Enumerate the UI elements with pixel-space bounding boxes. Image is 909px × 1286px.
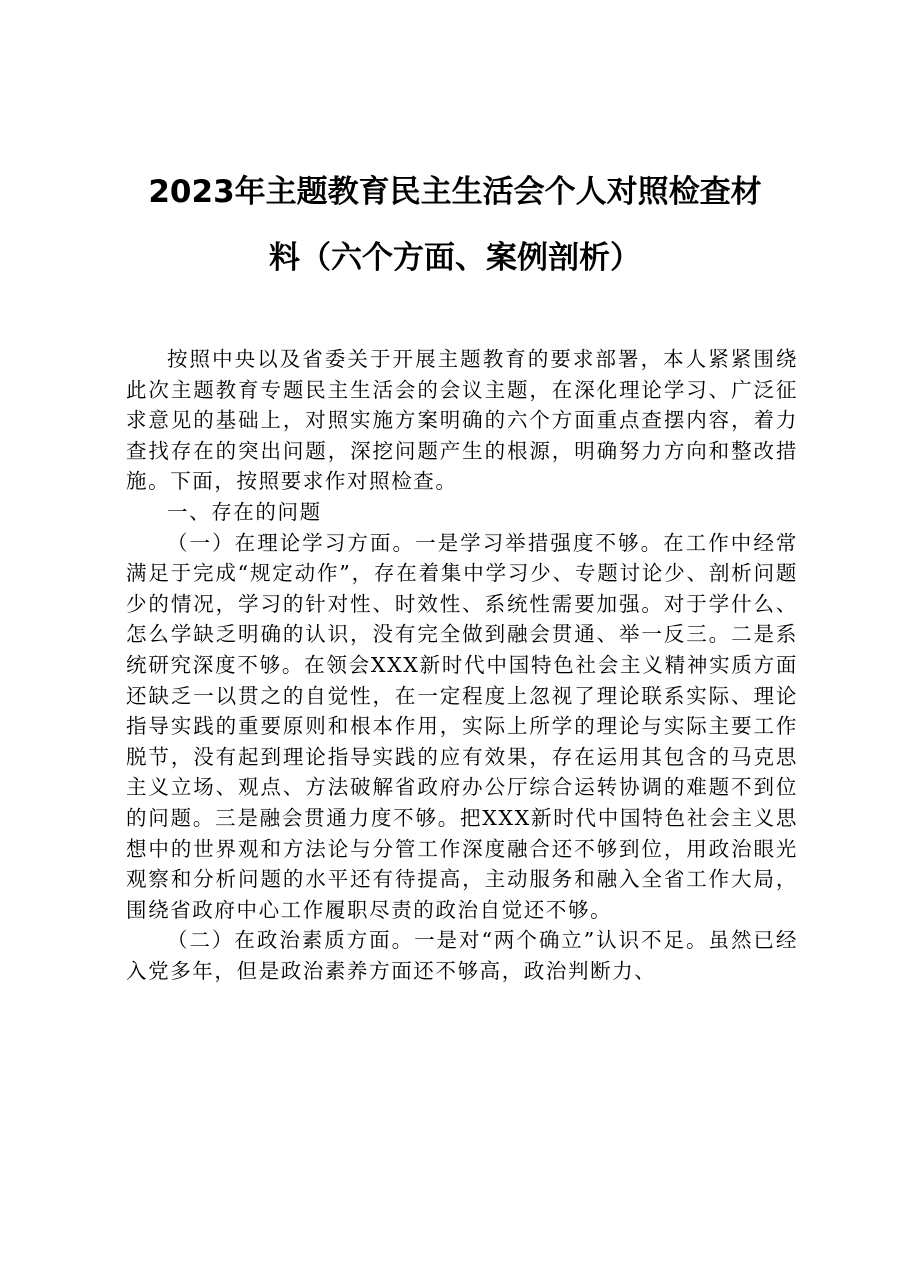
document-title-line-2: 料（六个方面、案例剖析） <box>269 240 641 276</box>
document-body <box>126 344 798 986</box>
intro-paragraph: 按照中央以及省委关于开展主题教育的要求部署，本人紧紧围绕此次主题教育专题民主生活会的会议主题，在深化理论学习、广泛征求意见的基础上，对照实施方案明确的六个方面重点查摆内容，着力查找存在的突出问题，深挖问题产生的根源，明确努力方向和整改措施。下面，按照要求作对照检查。 <box>126 347 798 494</box>
section-heading-problems: 一、存在的问题 <box>167 499 322 524</box>
paragraph-theory-study: （一）在理论学习方面。一是学习举措强度不够。在工作中经常满足于完成“规定动作”，存在着集中学习少、专题讨论少、剖析问题少的情况，学习的针对性、时效性、系统性需要加强。对于学什么、怎么学缺乏明确的认识，没有完全做到融会贯通、举一反三。二是系统研究深度不够。在领会XXX新时代中国特色社会主义精神实质方面还缺乏一以贯之的自觉性，在一定程度上忽视了理论联系实际、理论指导实践的重要原则和根本作用，实际上所学的理论与实际主要工作脱节，没有起到理论指导实践的应有效果，存在运用其包含的马克思主义立场、观点、方法破解省政府办公厅综合运转协调的难题不到位的问题。三是融会贯通力度不够。把XXX新时代中国特色社会主义思想中的世界观和方法论与分管工作深度融合还不够到位，用政治眼光观察和分析问题的水平还有待提高，主动服务和融入全省工作大局，围绕省政府中心工作履职尽责的政治自觉还不够。 <box>126 530 798 922</box>
document-title-line-1: 2023年主题教育民主生活会个人对照检查材 <box>148 174 762 210</box>
paragraph-political-quality: （二）在政治素质方面。一是对“两个确立”认识不足。虽然已经入党多年，但是政治素养方面还不够高，政治判断力、 <box>126 928 798 983</box>
